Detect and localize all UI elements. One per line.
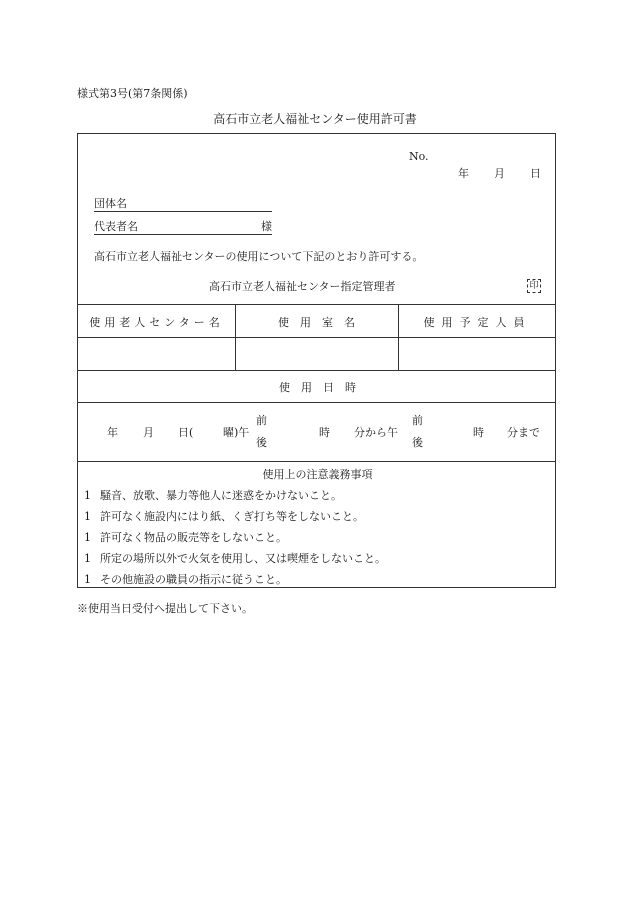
group-name-label: 団体名 xyxy=(94,195,272,212)
row-weekday: 曜)午 xyxy=(223,426,250,439)
representative-field xyxy=(94,218,272,235)
seal-icon: 印 xyxy=(527,279,541,293)
hour-from: 時 xyxy=(319,426,330,439)
honorific-label: 様 xyxy=(261,220,272,233)
pm-label: 後 xyxy=(256,436,267,449)
am-pm-from xyxy=(256,410,267,454)
date-year-label: 年 xyxy=(458,167,469,180)
hour-to: 時 xyxy=(473,426,484,439)
seal-mark xyxy=(527,278,541,293)
row-month: 月 xyxy=(143,426,154,439)
group-name-field xyxy=(94,195,272,212)
pm-label-2: 後 xyxy=(412,436,423,449)
am-pm-to xyxy=(412,410,423,454)
permission-statement: 高石市立老人福祉センターの使用について下記のとおり許可する。 xyxy=(94,250,424,263)
row-day: 日( xyxy=(178,426,194,439)
notice-item: 1 許可なく物品の販売等をしないこと。 xyxy=(84,531,287,544)
col-center-name: 使用老人センター名 xyxy=(89,316,224,329)
notice-item: 1 所定の場所以外で火気を使用し、又は喫煙をしないこと。 xyxy=(84,552,386,565)
am-label: 前 xyxy=(256,414,267,427)
date-day-label: 日 xyxy=(530,167,541,180)
date-month-label: 月 xyxy=(494,167,505,180)
col-planned-users: 使用予定人員 xyxy=(423,316,532,329)
permit-form-frame xyxy=(77,133,556,588)
document-title: 高石市立老人福祉センター使用許可書 xyxy=(213,112,417,126)
number-label: No. xyxy=(409,150,429,163)
notice-item: 1 騒音、放歌、暴力等他人に迷惑をかけないこと。 xyxy=(84,489,342,502)
minute-to: 分まで xyxy=(507,426,540,439)
representative-label: 代表者名 様 xyxy=(94,220,272,233)
usage-datetime-header: 使 用 日 時 xyxy=(279,381,356,394)
row-year: 年 xyxy=(107,426,118,439)
notices-title: 使用上の注意義務事項 xyxy=(262,468,373,481)
notice-item: 1 許可なく施設内にはり紙、くぎ打ち等をしないこと。 xyxy=(84,510,364,523)
minute-from: 分から午 xyxy=(354,426,398,439)
form-number: 様式第3号(第7条関係) xyxy=(77,87,188,100)
submission-note: ※使用当日受付へ提出して下さい。 xyxy=(77,602,253,615)
notice-item: 1 その他施設の職員の指示に従うこと。 xyxy=(84,573,287,586)
col-room-name: 使 用 室 名 xyxy=(278,316,355,329)
manager-label: 高石市立老人福祉センター指定管理者 xyxy=(209,280,396,293)
am-label-2: 前 xyxy=(412,414,423,427)
